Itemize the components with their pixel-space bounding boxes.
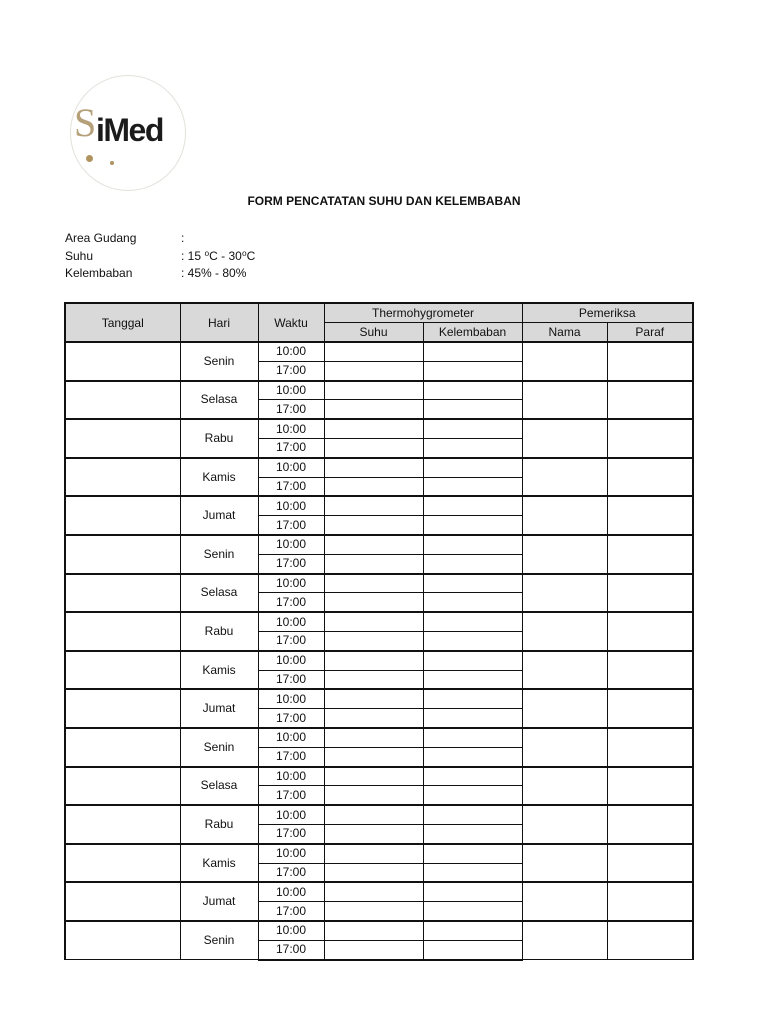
cell-tanggal[interactable] xyxy=(65,882,180,921)
cell-kelembaban[interactable] xyxy=(423,419,522,438)
simed-logo xyxy=(70,75,186,191)
cell-waktu: 17:00 xyxy=(258,631,324,650)
cell-waktu: 17:00 xyxy=(258,400,324,419)
table-row xyxy=(65,882,693,901)
logo-wordmark: iMed xyxy=(96,112,163,148)
cell-kelembaban[interactable] xyxy=(423,689,522,708)
cell-suhu[interactable] xyxy=(324,381,423,400)
cell-paraf[interactable] xyxy=(607,844,693,883)
cell-paraf[interactable] xyxy=(607,496,693,535)
cell-suhu[interactable] xyxy=(324,342,423,361)
cell-hari: Jumat xyxy=(180,496,258,535)
cell-tanggal[interactable] xyxy=(65,844,180,883)
cell-waktu: 10:00 xyxy=(258,921,324,940)
table-row xyxy=(65,535,693,554)
table-body xyxy=(65,342,693,960)
cell-suhu[interactable] xyxy=(324,689,423,708)
cell-tanggal[interactable] xyxy=(65,574,180,613)
cell-nama[interactable] xyxy=(522,844,607,883)
cell-suhu[interactable] xyxy=(324,458,423,477)
table-row xyxy=(65,458,693,477)
cell-nama[interactable] xyxy=(522,342,607,381)
table-row xyxy=(65,342,693,361)
cell-kelembaban[interactable] xyxy=(423,535,522,554)
cell-tanggal[interactable] xyxy=(65,535,180,574)
cell-suhu[interactable] xyxy=(324,921,423,940)
cell-nama[interactable] xyxy=(522,381,607,420)
logo-dot xyxy=(86,155,93,162)
table-row xyxy=(65,419,693,438)
cell-suhu[interactable] xyxy=(324,535,423,554)
cell-suhu[interactable] xyxy=(324,747,423,766)
cell-kelembaban[interactable] xyxy=(423,612,522,631)
cell-suhu[interactable] xyxy=(324,863,423,882)
form-title: FORM PENCATATAN SUHU DAN KELEMBABAN xyxy=(247,194,521,208)
cell-waktu: 17:00 xyxy=(258,940,324,959)
table-row xyxy=(65,921,693,940)
cell-suhu[interactable] xyxy=(324,902,423,921)
logo-dot xyxy=(110,161,114,165)
cell-waktu: 10:00 xyxy=(258,728,324,747)
cell-tanggal[interactable] xyxy=(65,342,180,381)
cell-tanggal[interactable] xyxy=(65,728,180,767)
cell-kelembaban[interactable] xyxy=(423,805,522,824)
cell-paraf[interactable] xyxy=(607,574,693,613)
cell-suhu[interactable] xyxy=(324,882,423,901)
header-waktu: Waktu xyxy=(258,303,324,342)
cell-nama[interactable] xyxy=(522,458,607,497)
cell-waktu: 17:00 xyxy=(258,593,324,612)
cell-suhu[interactable] xyxy=(324,767,423,786)
table-row xyxy=(65,612,693,631)
cell-kelembaban[interactable] xyxy=(423,458,522,477)
cell-suhu[interactable] xyxy=(324,940,423,959)
cell-suhu[interactable] xyxy=(324,651,423,670)
cell-hari: Selasa xyxy=(180,381,258,420)
recording-table xyxy=(64,302,694,961)
cell-nama[interactable] xyxy=(522,496,607,535)
cell-nama[interactable] xyxy=(522,921,607,960)
cell-kelembaban[interactable] xyxy=(423,381,522,400)
table-row xyxy=(65,496,693,515)
info-block xyxy=(65,230,255,283)
cell-kelembaban[interactable] xyxy=(423,400,522,419)
cell-tanggal[interactable] xyxy=(65,921,180,960)
cell-waktu: 10:00 xyxy=(258,535,324,554)
cell-hari: Selasa xyxy=(180,767,258,806)
cell-suhu[interactable] xyxy=(324,438,423,457)
header-hari: Hari xyxy=(180,303,258,342)
cell-suhu[interactable] xyxy=(324,593,423,612)
cell-kelembaban[interactable] xyxy=(423,593,522,612)
logo-letter-s: S xyxy=(74,100,97,145)
cell-waktu: 10:00 xyxy=(258,612,324,631)
cell-waktu: 10:00 xyxy=(258,458,324,477)
cell-suhu[interactable] xyxy=(324,631,423,650)
cell-kelembaban[interactable] xyxy=(423,844,522,863)
cell-waktu: 10:00 xyxy=(258,844,324,863)
cell-hari: Senin xyxy=(180,535,258,574)
info-row-kelembaban xyxy=(65,265,255,283)
cell-hari: Jumat xyxy=(180,882,258,921)
cell-kelembaban[interactable] xyxy=(423,631,522,650)
cell-waktu: 17:00 xyxy=(258,554,324,573)
cell-paraf[interactable] xyxy=(607,651,693,690)
cell-suhu[interactable] xyxy=(324,477,423,496)
cell-waktu: 10:00 xyxy=(258,767,324,786)
cell-suhu[interactable] xyxy=(324,400,423,419)
cell-paraf[interactable] xyxy=(607,921,693,960)
cell-waktu: 10:00 xyxy=(258,689,324,708)
cell-waktu: 10:00 xyxy=(258,805,324,824)
cell-paraf[interactable] xyxy=(607,535,693,574)
cell-paraf[interactable] xyxy=(607,612,693,651)
cell-kelembaban[interactable] xyxy=(423,342,522,361)
cell-hari: Kamis xyxy=(180,458,258,497)
cell-hari: Kamis xyxy=(180,651,258,690)
cell-suhu[interactable] xyxy=(324,805,423,824)
cell-paraf[interactable] xyxy=(607,342,693,381)
cell-suhu[interactable] xyxy=(324,419,423,438)
cell-paraf[interactable] xyxy=(607,689,693,728)
header-thermohygrometer: Thermohygrometer xyxy=(324,303,522,323)
table-row xyxy=(65,844,693,863)
cell-suhu[interactable] xyxy=(324,574,423,593)
info-label: Suhu xyxy=(65,248,94,263)
cell-kelembaban[interactable] xyxy=(423,438,522,457)
cell-suhu[interactable] xyxy=(324,670,423,689)
header-nama: Nama xyxy=(522,323,607,343)
cell-paraf[interactable] xyxy=(607,381,693,420)
cell-nama[interactable] xyxy=(522,805,607,844)
cell-tanggal[interactable] xyxy=(65,381,180,420)
table-row xyxy=(65,728,693,747)
cell-kelembaban[interactable] xyxy=(423,651,522,670)
table-row xyxy=(65,574,693,593)
cell-waktu: 17:00 xyxy=(258,824,324,843)
cell-waktu: 17:00 xyxy=(258,863,324,882)
cell-kelembaban[interactable] xyxy=(423,728,522,747)
cell-tanggal[interactable] xyxy=(65,805,180,844)
cell-kelembaban[interactable] xyxy=(423,477,522,496)
cell-hari: Rabu xyxy=(180,612,258,651)
cell-tanggal[interactable] xyxy=(65,689,180,728)
cell-suhu[interactable] xyxy=(324,496,423,515)
cell-waktu: 17:00 xyxy=(258,477,324,496)
cell-kelembaban[interactable] xyxy=(423,516,522,535)
info-value: : xyxy=(181,231,185,245)
info-row-suhu xyxy=(65,248,255,266)
cell-waktu: 17:00 xyxy=(258,709,324,728)
cell-nama[interactable] xyxy=(522,574,607,613)
cell-waktu: 17:00 xyxy=(258,747,324,766)
header-paraf: Paraf xyxy=(607,323,693,343)
cell-kelembaban[interactable] xyxy=(423,824,522,843)
cell-suhu[interactable] xyxy=(324,728,423,747)
cell-waktu: 17:00 xyxy=(258,516,324,535)
info-value: : 45% - 80% xyxy=(181,266,247,280)
cell-hari: Senin xyxy=(180,921,258,960)
cell-kelembaban[interactable] xyxy=(423,786,522,805)
cell-hari: Senin xyxy=(180,342,258,381)
cell-tanggal[interactable] xyxy=(65,419,180,458)
table-row xyxy=(65,689,693,708)
cell-nama[interactable] xyxy=(522,535,607,574)
cell-hari: Rabu xyxy=(180,805,258,844)
cell-kelembaban[interactable] xyxy=(423,940,522,959)
cell-kelembaban[interactable] xyxy=(423,921,522,940)
cell-kelembaban[interactable] xyxy=(423,574,522,593)
cell-paraf[interactable] xyxy=(607,767,693,806)
cell-kelembaban[interactable] xyxy=(423,863,522,882)
cell-waktu: 10:00 xyxy=(258,574,324,593)
header-pemeriksa: Pemeriksa xyxy=(522,303,693,323)
cell-suhu[interactable] xyxy=(324,554,423,573)
cell-waktu: 17:00 xyxy=(258,361,324,380)
cell-nama[interactable] xyxy=(522,419,607,458)
table-row xyxy=(65,381,693,400)
cell-waktu: 17:00 xyxy=(258,786,324,805)
cell-suhu[interactable] xyxy=(324,516,423,535)
cell-nama[interactable] xyxy=(522,612,607,651)
info-label: Kelembaban xyxy=(65,266,133,280)
table-row xyxy=(65,767,693,786)
cell-tanggal[interactable] xyxy=(65,458,180,497)
cell-waktu: 17:00 xyxy=(258,438,324,457)
cell-suhu[interactable] xyxy=(324,612,423,631)
cell-suhu[interactable] xyxy=(324,786,423,805)
table-row xyxy=(65,651,693,670)
cell-paraf[interactable] xyxy=(607,882,693,921)
cell-nama[interactable] xyxy=(522,882,607,921)
cell-waktu: 10:00 xyxy=(258,381,324,400)
cell-kelembaban[interactable] xyxy=(423,882,522,901)
cell-paraf[interactable] xyxy=(607,419,693,458)
cell-nama[interactable] xyxy=(522,728,607,767)
header-suhu: Suhu xyxy=(324,323,423,343)
cell-tanggal[interactable] xyxy=(65,612,180,651)
cell-waktu: 10:00 xyxy=(258,496,324,515)
info-row-area xyxy=(65,230,255,248)
cell-waktu: 10:00 xyxy=(258,651,324,670)
cell-kelembaban[interactable] xyxy=(423,709,522,728)
cell-hari: Rabu xyxy=(180,419,258,458)
cell-nama[interactable] xyxy=(522,651,607,690)
cell-kelembaban[interactable] xyxy=(423,670,522,689)
header-tanggal: Tanggal xyxy=(65,303,180,342)
cell-tanggal[interactable] xyxy=(65,767,180,806)
cell-suhu[interactable] xyxy=(324,844,423,863)
info-value: : 15 ⁰C - 30⁰C xyxy=(181,248,256,263)
cell-nama[interactable] xyxy=(522,689,607,728)
cell-suhu[interactable] xyxy=(324,824,423,843)
cell-kelembaban[interactable] xyxy=(423,767,522,786)
cell-paraf[interactable] xyxy=(607,458,693,497)
cell-tanggal[interactable] xyxy=(65,651,180,690)
cell-kelembaban[interactable] xyxy=(423,747,522,766)
cell-hari: Kamis xyxy=(180,844,258,883)
cell-kelembaban[interactable] xyxy=(423,554,522,573)
info-label: Area Gudang xyxy=(65,231,137,245)
cell-kelembaban[interactable] xyxy=(423,361,522,380)
cell-kelembaban[interactable] xyxy=(423,496,522,515)
cell-nama[interactable] xyxy=(522,767,607,806)
cell-paraf[interactable] xyxy=(607,728,693,767)
cell-paraf[interactable] xyxy=(607,805,693,844)
header-kelembaban: Kelembaban xyxy=(423,323,522,343)
cell-tanggal[interactable] xyxy=(65,496,180,535)
cell-hari: Senin xyxy=(180,728,258,767)
cell-hari: Jumat xyxy=(180,689,258,728)
cell-suhu[interactable] xyxy=(324,361,423,380)
cell-waktu: 17:00 xyxy=(258,670,324,689)
cell-waktu: 10:00 xyxy=(258,419,324,438)
table-row xyxy=(65,805,693,824)
cell-kelembaban[interactable] xyxy=(423,902,522,921)
cell-waktu: 17:00 xyxy=(258,902,324,921)
cell-waktu: 10:00 xyxy=(258,882,324,901)
cell-waktu: 10:00 xyxy=(258,342,324,361)
cell-hari: Selasa xyxy=(180,574,258,613)
cell-suhu[interactable] xyxy=(324,709,423,728)
